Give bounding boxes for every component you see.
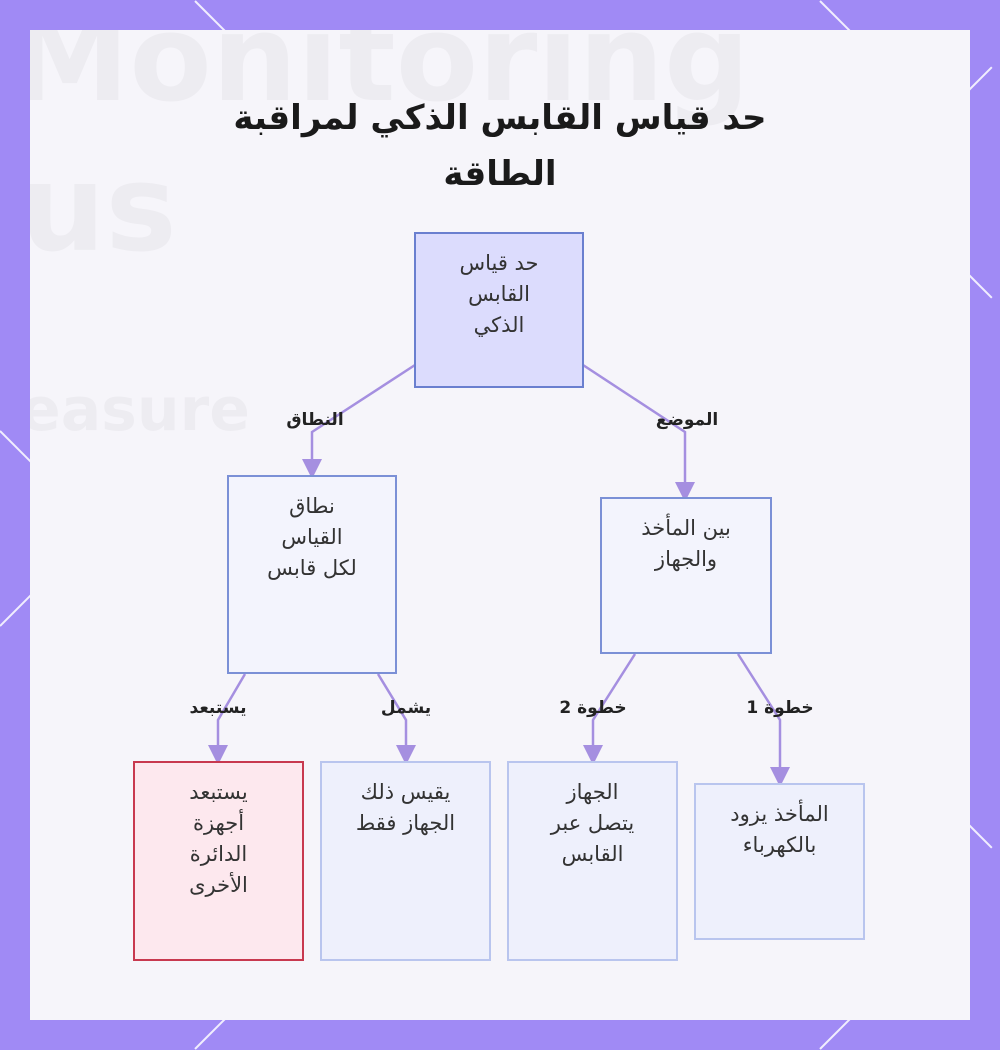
node-excludes bbox=[133, 761, 304, 961]
node-step1-line: المأخذ يزود bbox=[730, 802, 829, 826]
node-range-line: نطاق bbox=[289, 494, 335, 518]
node-range-line: القياس bbox=[281, 525, 343, 549]
edge-label-includes: يشمل bbox=[380, 698, 432, 718]
border-decoration bbox=[819, 1016, 852, 1049]
node-step2-line: يتصل عبر bbox=[550, 811, 635, 835]
node-step1-line: بالكهرباء bbox=[742, 833, 817, 857]
node-excludes-line: الأخرى bbox=[189, 873, 248, 897]
node-position bbox=[600, 497, 772, 654]
border-decoration bbox=[194, 0, 227, 33]
node-excludes-line: يستبعد bbox=[189, 780, 248, 804]
node-root bbox=[414, 232, 584, 388]
border-decoration bbox=[819, 0, 852, 33]
node-excludes-line: أجهزة bbox=[192, 811, 245, 835]
node-range bbox=[227, 475, 397, 674]
border-decoration bbox=[0, 430, 33, 463]
node-root-line: القابس bbox=[468, 282, 530, 306]
edge-label-step1: خطوة 1 bbox=[746, 698, 814, 718]
node-includes bbox=[320, 761, 491, 961]
edge-label-excludes: يستبعد bbox=[189, 698, 247, 718]
node-excludes-line: الدائرة bbox=[189, 842, 248, 866]
node-step2-line: القابس bbox=[561, 842, 624, 866]
node-root-line: حد قياس bbox=[459, 251, 539, 275]
border-decoration bbox=[194, 1016, 227, 1049]
node-position-line: والجهاز bbox=[654, 547, 718, 571]
node-range-line: لكل قابس bbox=[267, 556, 357, 580]
node-step2 bbox=[507, 761, 678, 961]
border-decoration bbox=[0, 593, 33, 626]
node-position-line: بين المأخذ bbox=[641, 516, 731, 540]
diagram-title: حد قياس القابس الذكي لمراقبة الطاقة bbox=[233, 98, 767, 194]
edge-label-step2: خطوة 2 bbox=[559, 698, 627, 718]
edge-step1 bbox=[738, 654, 780, 782]
diagram-card bbox=[30, 30, 970, 1020]
node-step1 bbox=[694, 783, 865, 940]
edge-position bbox=[583, 365, 685, 497]
edge-label-position: الموضع bbox=[655, 410, 719, 430]
node-step2-line: الجهاز bbox=[566, 780, 619, 804]
node-includes-line: الجهاز فقط bbox=[355, 811, 456, 835]
edge-label-range: النطاق bbox=[286, 410, 344, 430]
node-includes-line: يقيس ذلك bbox=[360, 780, 451, 804]
node-root-line: الذكي bbox=[473, 313, 525, 337]
